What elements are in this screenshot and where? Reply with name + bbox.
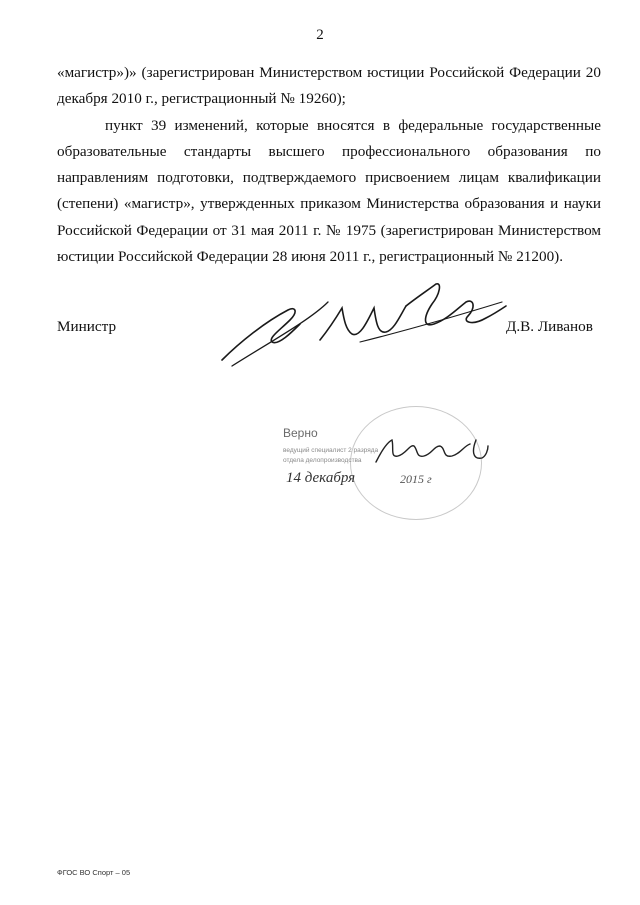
certification-stamp (262, 400, 502, 525)
handwritten-signature (210, 272, 510, 372)
cert-year: 2015 г (400, 472, 432, 486)
cert-word: Верно (283, 426, 318, 440)
cert-line-1: ведущий специалист 2 разряда (283, 447, 379, 454)
cert-line-2: отдела делопроизводства (283, 457, 362, 464)
document-body (57, 60, 601, 270)
paragraph-1: «магистр»)» (зарегистрирован Министерством юстиции Российской Федерации 20 декабря 2010 г., регистрационный № 19260); (57, 64, 601, 108)
page-number: 2 (316, 27, 324, 43)
cert-date: 14 декабря (286, 470, 356, 486)
cert-signature (372, 436, 492, 470)
footer-code: ФГОС ВО Спорт – 05 (57, 868, 131, 877)
signatory-name: Д.В. Ливанов (506, 318, 593, 335)
signatory-position: Министр (57, 318, 117, 335)
paragraph-2: пункт 39 изменений, которые вносятся в федеральные государственные образовательные стандарты высшего профессионального образования по направлениям подготовки, подтверждаемого присвоением лицам квалификации (степени) «магистр», утвержденных приказом Министерства образования и науки Российской Федерации от 31 мая 2011 г. № 1975 (зарегистрирован Министерством юстиции Российской Федерации 28 июня 2011 г., регистрационный № 21200). (57, 116, 601, 266)
